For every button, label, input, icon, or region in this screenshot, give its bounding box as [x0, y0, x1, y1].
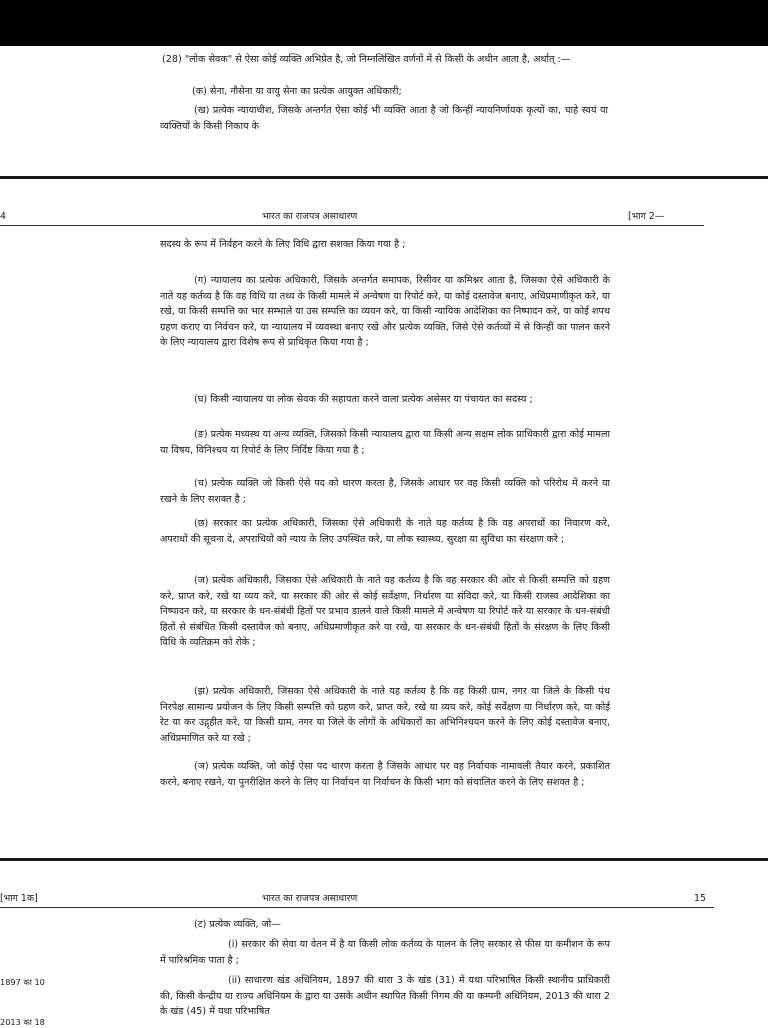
part-label: [भाग 1क] [0, 893, 38, 904]
page-fragment-1 [0, 0, 768, 175]
header-rule [0, 225, 704, 226]
gazette-title: भारत का राजपत्र असाधारण [262, 893, 358, 904]
sub-item-i: (i) सरकार की सेवा या वेतन में है या किसी लोक कर्तव्य के पालन के लिए सरकार से फीस या कमीशन के रूप में पारिश्रमिक पाता है ; [160, 939, 610, 966]
item-gha: (घ) किसी न्यायालय या लोक सेवक की सहायता करने वाला प्रत्येक असेसर या पंचायत का सदस्य ; [194, 394, 533, 405]
item-nya: (ञ) प्रत्येक व्यक्ति, जो कोई ऐसा पद धारण करता है जिसके आधार पर वह निर्वाचक नामावली तैयार करने, प्रकाशित करने, बनाए रखने, या पुनरीक्षित करने के लिए या निर्वाचन या निर्वाचन के किसी भाग को संचालित करने के लिए सशक्त है ; [160, 761, 610, 788]
part-label: [भाग 2— [628, 211, 665, 222]
paragraph-28: (28) "लोक सेवक" से ऐसा कोई व्यक्ति अभिप्रेत है, जो निम्नलिखित वर्णनों में से किसी के अधीन आता है, अर्थात्‌ :— [162, 54, 571, 65]
page-number-left: 4 [0, 211, 6, 222]
margin-note: 1897 का 10 [0, 977, 45, 987]
item-ja: (ज) प्रत्येक अधिकारी, जिसका ऐसे अधिकारी के नाते यह कर्तव्य है कि वह सरकार की ओर से किसी सम्पत्ति को ग्रहण करे, प्राप्त करे, रखे या व्यय करे, या सरकार की ओर से कोई सर्वेक्षण, निर्धारण या संविदा करे, या किसी राजस्व आदेशिका का निष्पादन करे, या सरकार के धन-संबंधी हितों पर प्रभाव डालने वाले किसी मामले में अन्वेषण या रिपोर्ट करे या सरकार के धन-संबंधी हितों से संबंधित किसी दस्तावेज को बनाए, अधिप्रमाणीकृत करे या रखे, या सरकार के धन-संबंधी हितों के संरक्षण के लिए किसी विधि के व्यतिक्रम को रोके ; [160, 575, 610, 649]
page-fragment-3 [0, 861, 768, 1027]
page-fragment-2 [0, 179, 768, 857]
item-ka: (क) सेना, नौसेना या वायु सेना का प्रत्येक आयुक्त अधिकारी; [192, 86, 402, 97]
item-ta: (ट) प्रत्येक व्यक्ति, जो— [194, 919, 281, 930]
gazette-title: भारत का राजपत्र असाधारण [262, 211, 358, 222]
item-kha: (ख) प्रत्येक न्यायाधीश, जिसके अन्तर्गत ऐसा कोई भी व्यक्ति आता है जो किन्हीं न्यायनिर्णायक कृत्यों का, चाहे स्वयं या व्यक्तियों के किसी निकाय के [160, 105, 608, 132]
continuation-text: सदस्य के रूप में निर्वहन करने के लिए विधि द्वारा सशक्त किया गया है ; [160, 239, 406, 250]
page-number-right: 15 [694, 893, 706, 904]
item-cha: (च) प्रत्येक व्यक्ति जो किसी ऐसे पद को धारण करता है, जिसके आधार पर वह किसी व्यक्ति को परिरोध में करने या रखने के लिए सशक्त है ; [160, 478, 610, 505]
sub-item-ii: (ii) साधारण खंड अधिनियम, 1897 की धारा 3 के खंड (31) में यथा परिभाषित किसी स्थानीय प्राधिकारी की, किसी केन्द्रीय या राज्य अधिनियम के द्वारा या उसके अधीन स्थापित किसी निगम की या कम्पनी अधिनियम, 2013 की धारा 2 के खंड (45) में यथा परिभाषित [160, 975, 610, 1018]
item-nga: (ङ) प्रत्येक मध्यस्थ या अन्य व्यक्ति, जिसको किसी न्यायालय द्वारा या किसी अन्य सक्षम लोक प्राधिकारी द्वारा कोई मामला या विषय, विनिश्चय या रिपोर्ट के लिए निर्दिष्ट किया गया है ; [160, 429, 610, 456]
header-rule [0, 907, 714, 908]
item-jha: (झ) प्रत्येक अधिकारी, जिसका ऐसे अधिकारी के नाते यह कर्तव्य है कि वह किसी ग्राम, नगर या जिले के किसी पंथ निरपेक्ष सामान्य प्रयोजन के लिए किसी सम्पत्ति को ग्रहण करे, प्राप्त करे, रखे या व्यय करे, कोई सर्वेक्षण या निर्धारण करे, या कोई रेट या कर उद्गृहीत करे, या किसी ग्राम, नगर या जिले के लोगों के अधिकारों का अभिनिश्चयन करने के लिए कोई दस्तावेज बनाए, अधिप्रमाणित करे या रखे ; [160, 686, 610, 744]
margin-note: 2013 का 18 [0, 1017, 45, 1027]
item-chha: (छ) सरकार का प्रत्येक अधिकारी, जिसका ऐसे अधिकारी के नाते यह कर्तव्य है कि वह अपराधों का निवारण करे, अपराधों की सूचना दे, अपराधियों को न्याय के लिए उपस्थित करे, या लोक स्वास्थ्य, सुरक्षा या सुविधा का संरक्षण करे ; [160, 518, 610, 545]
item-ga: (ग) न्यायालय का प्रत्येक अधिकारी, जिसके अन्तर्गत समापक, रिसीवर या कमिश्नर आता है, जिसका ऐसे अधिकारी के नाते यह कर्तव्य है कि वह विधि या तथ्य के किसी मामले में अन्वेषण या रिपोर्ट करे, या कोई दस्तावेज बनाए, अधिप्रमाणीकृत करे, या रखे, या किसी सम्पत्ति का भार सम्भाले या उस सम्पत्ति का व्ययन करे, या किसी न्यायिक आदेशिका का निष्पादन करे, या कोई शपथ ग्रहण कराए या निर्वचन करे, या न्यायालय में व्यवस्था बनाए रखे और प्रत्येक व्यक्ति, जिसे ऐसे कर्तव्यों में से किन्हीं का पालन करने के लिए न्यायालय द्वारा विशेष रूप से प्राधिकृत किया गया है ; [160, 275, 610, 349]
